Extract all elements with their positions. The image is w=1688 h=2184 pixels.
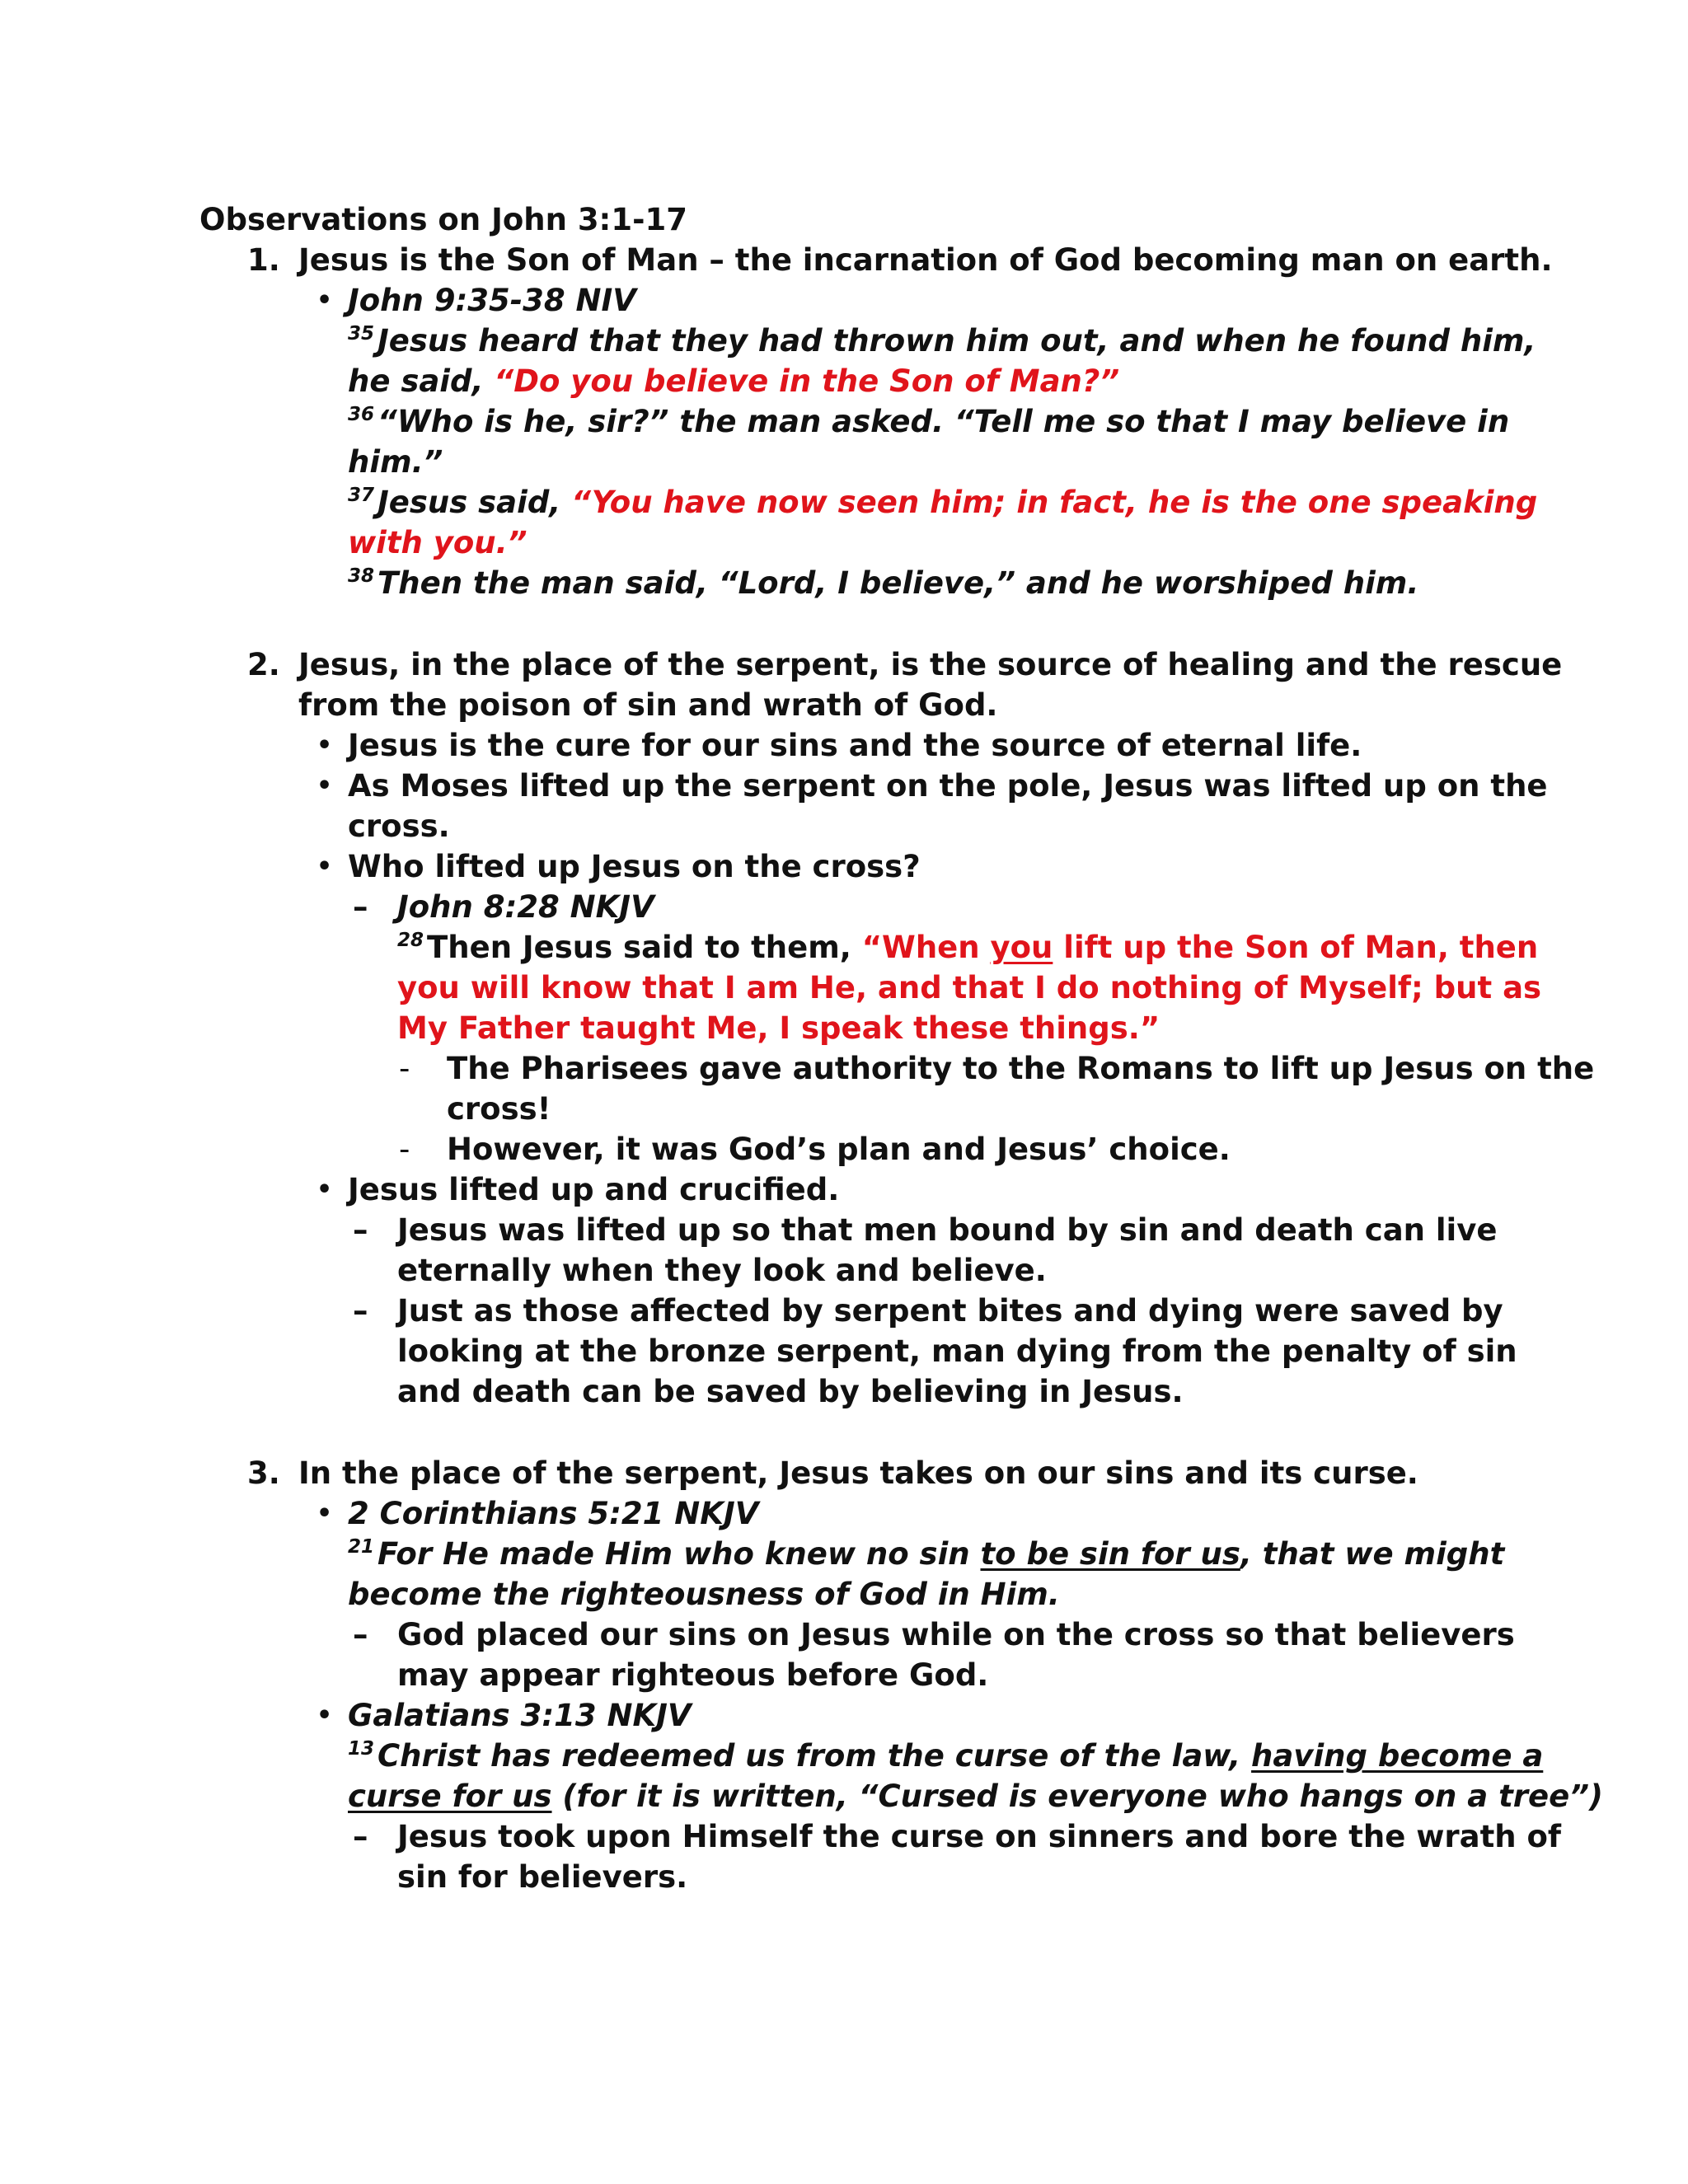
verse-text: Jesus said, [377,485,572,520]
sub-point-text: The Pharisees gave authority to the Romans to lift up Jesus on the [447,1051,1595,1086]
verse-28-line [397,927,1538,968]
verse-35-line [348,321,1536,361]
bullet-marker: • [316,286,333,315]
jesus-quote: “You have now seen him; in fact, he is the one speaking [571,485,1538,520]
sub-point-text-cont: and death can be saved by believing in Jesus. [397,1374,1184,1409]
verse-text: (for it is written, “Cursed is everyone who hangs on a tree”) [551,1779,1603,1814]
verse-text: he said, [348,363,495,399]
bullet-marker: • [316,731,333,760]
sub-point-text: Jesus was lifted up so that men bound by sin and death can live [397,1212,1498,1248]
verse-text: “Who is he, sir?” the man asked. “Tell me so that I may believe in [377,404,1510,439]
verse-13-line [348,1736,1543,1776]
bullet-marker: • [316,1701,333,1730]
verse-text: Then the man said, “Lord, I believe,” and he worshiped him. [377,565,1419,601]
bullet-text: Jesus lifted up and crucified. [348,1172,840,1207]
dash-marker: – [353,1212,368,1248]
jesus-quote: lift up the Son of Man, then [1053,930,1539,965]
dash-marker: – [353,1617,368,1652]
dash-marker: – [353,1293,368,1329]
sub-point-text-cont: looking at the bronze serpent, man dying from the penalty of sin [397,1333,1517,1369]
page-title: Observations on John 3:1-17 [199,202,687,237]
item-2-heading: Jesus, in the place of the serpent, is the source of healing and the rescue [298,647,1563,682]
dash-marker: – [353,1819,368,1854]
bullet-marker: • [316,771,333,800]
sub-point-text-cont: may appear righteous before God. [397,1657,989,1693]
verse-number: 13 [348,1738,375,1760]
sub-point-text: Jesus took upon Himself the curse on sinners and bore the wrath of [397,1819,1562,1854]
bullet-marker: • [316,1175,333,1204]
scripture-reference: 2 Corinthians 5:21 NKJV [348,1496,759,1531]
bullet-marker: • [316,852,333,881]
jesus-quote: My Father taught Me, I speak these things.” [397,1010,1160,1046]
verse-36-line [348,401,1509,442]
verse-number: 21 [348,1536,375,1558]
scripture-reference: Galatians 3:13 NKJV [348,1698,692,1733]
verse-text: Then Jesus said to them, [427,930,862,965]
list-number: 3. [247,1455,280,1491]
verse-number: 28 [397,930,424,951]
verse-13-line-2 [348,1776,1603,1816]
verse-21-line-2: become the righteousness of God in Him. [348,1577,1060,1612]
verse-35-line-2 [348,361,1119,401]
verse-number: 38 [348,565,375,587]
hyphen-marker: - [399,1132,410,1167]
jesus-quote: with you.” [348,525,528,560]
list-number: 1. [247,242,280,278]
verse-37-line [348,482,1537,523]
item-2-heading-2: from the poison of sin and wrath of God. [298,687,998,723]
item-3-heading: In the place of the serpent, Jesus takes on our sins and its curse. [298,1455,1418,1491]
verse-36-line-2: him.” [348,444,443,480]
scripture-reference: John 9:35-38 NIV [348,283,636,318]
scripture-reference: John 8:28 NKJV [397,889,654,925]
sub-point-text: However, it was God’s plan and Jesus’ choice. [447,1132,1231,1167]
verse-text: Christ has redeemed us from the curse of the law, [377,1738,1252,1774]
jesus-quote: “When [861,930,991,965]
bullet-text: As Moses lifted up the serpent on the pole, Jesus was lifted up on the [348,768,1548,804]
bullet-text: Jesus is the cure for our sins and the source of eternal life. [348,728,1362,763]
verse-number: 36 [348,404,375,425]
sub-point-text: God placed our sins on Jesus while on the cross so that believers [397,1617,1515,1652]
verse-21-line [348,1534,1504,1574]
jesus-quote: you will know that I am He, and that I do nothing of Myself; but as [397,970,1542,1005]
bullet-text-cont: cross. [348,808,450,844]
underlined-phrase: curse for us [348,1779,552,1814]
list-number: 2. [247,647,280,682]
underlined-phrase: having become a [1251,1738,1544,1774]
verse-text: For He made Him who knew no sin [377,1536,981,1572]
bullet-text: Who lifted up Jesus on the cross? [348,849,921,884]
sub-point-text-cont: eternally when they look and believe. [397,1253,1047,1288]
item-1-heading: Jesus is the Son of Man – the incarnation of God becoming man on earth. [298,242,1553,278]
jesus-quote: “Do you believe in the Son of Man?” [494,363,1120,399]
verse-number: 37 [348,485,375,506]
sub-point-text-cont: sin for believers. [397,1859,688,1895]
sub-point-text-cont: cross! [447,1091,551,1127]
hyphen-marker: - [399,1051,410,1086]
bullet-marker: • [316,1499,333,1528]
verse-text: , that we might [1240,1536,1505,1572]
underlined-word: you [990,930,1053,965]
underlined-phrase: to be sin for us [980,1536,1240,1572]
verse-38-line [348,563,1418,603]
dash-marker: – [353,889,368,925]
verse-text: Jesus heard that they had thrown him out, and when he found him, [377,323,1536,359]
verse-number: 35 [348,323,375,344]
sub-point-text: Just as those affected by serpent bites and dying were saved by [397,1293,1503,1329]
